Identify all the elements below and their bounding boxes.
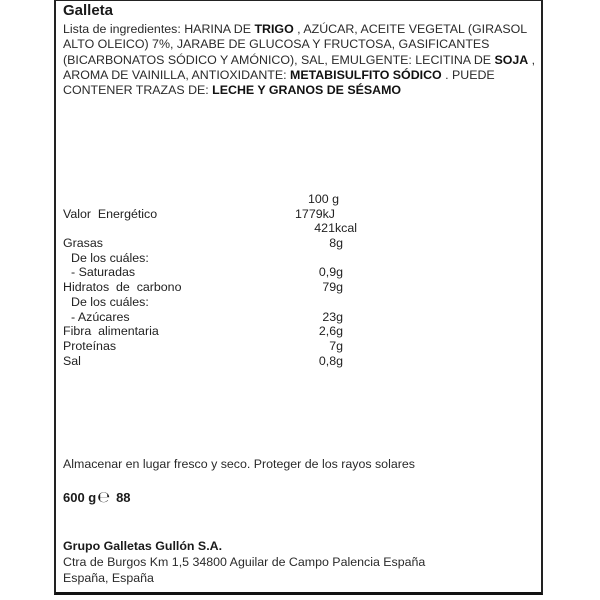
nutrition-label: De los cuáles: <box>71 250 149 265</box>
allergen-traces: LECHE Y GRANOS DE SÉSAMO <box>212 83 402 98</box>
nutrition-row-sugars <box>63 310 363 325</box>
nutrition-label: Valor Energético <box>63 206 158 221</box>
nutrition-row-saturated <box>63 265 363 280</box>
nutrition-row-carbs <box>63 280 363 295</box>
company-info <box>63 538 425 586</box>
nutrition-label: Proteínas <box>63 338 117 353</box>
ingredients-segment: , AROMA DE VAINILLA, ANTIOXIDANTE: <box>63 52 536 82</box>
nutrition-label: Grasas <box>63 236 103 251</box>
nutrition-row-fibre <box>63 324 363 339</box>
nutrition-header: 100 g <box>307 192 339 206</box>
company-country: España, España <box>63 571 154 585</box>
nutrition-row-energy-kj <box>63 207 363 222</box>
nutrition-value: 2,6g <box>318 324 343 339</box>
nutrition-value: 421kcal <box>314 221 357 236</box>
product-title: Galleta <box>63 2 114 19</box>
nutrition-label: De los cuáles: <box>71 294 149 309</box>
nutrition-value: 0,9g <box>318 265 343 280</box>
weight-value: 600 g <box>63 490 97 505</box>
ingredients-list <box>63 22 538 98</box>
company-address: Ctra de Burgos Km 1,5 34800 Aguilar de Campo Palencia España <box>63 555 426 569</box>
nutrition-row-of-which <box>63 295 363 310</box>
nutrition-row-energy-kcal <box>63 221 363 236</box>
weight-code: 88 <box>116 490 131 505</box>
nutrition-value: 0,8g <box>318 353 343 368</box>
net-weight <box>63 488 131 506</box>
nutrition-label: Hidratos de carbono <box>63 280 182 295</box>
allergen-sulfite: METABISULFITO SÓDICO <box>290 67 442 82</box>
nutrition-row-of-which <box>63 251 363 266</box>
nutrition-label: Fibra alimentaria <box>63 324 159 339</box>
nutrition-row-fat <box>63 236 363 251</box>
nutrition-value: 7g <box>329 338 343 353</box>
nutrition-table <box>63 192 363 368</box>
nutrition-label: - Azúcares <box>71 309 130 324</box>
allergen-wheat: TRIGO <box>254 22 294 36</box>
nutrition-header-row <box>63 192 363 207</box>
nutrition-row-salt <box>63 354 363 369</box>
ingredients-segment: , AZÚCAR, ACEITE VEGETAL (GIRASOL ALTO OLEICO) 7%, JARABE DE GLUCOSA Y FRUCTOSA, GASIFICANTES (BICARBONATOS SÓDICO Y AMÓNICO), SAL, EMULGENTE: LECITINA DE <box>63 22 527 67</box>
company-name: Grupo Galletas Gullón S.A. <box>63 539 223 553</box>
ingredients-segment: . PUEDE CONTENER TRAZAS DE: <box>63 67 495 98</box>
estimated-sign-icon: ℮ <box>97 488 111 506</box>
nutrition-value: 79g <box>322 280 343 295</box>
nutrition-value: 23g <box>322 309 343 324</box>
nutrition-label: - Saturadas <box>71 265 136 280</box>
allergen-soy: SOJA <box>494 52 529 67</box>
ingredients-segment: Lista de ingredientes: HARINA DE <box>63 22 255 36</box>
nutrition-row-protein <box>63 339 363 354</box>
storage-instructions: Almacenar en lugar fresco y seco. Proteger de los rayos solares <box>63 457 415 471</box>
nutrition-label: Sal <box>63 353 81 368</box>
nutrition-value: 1779kJ <box>295 206 335 221</box>
nutrition-value: 8g <box>329 236 343 251</box>
